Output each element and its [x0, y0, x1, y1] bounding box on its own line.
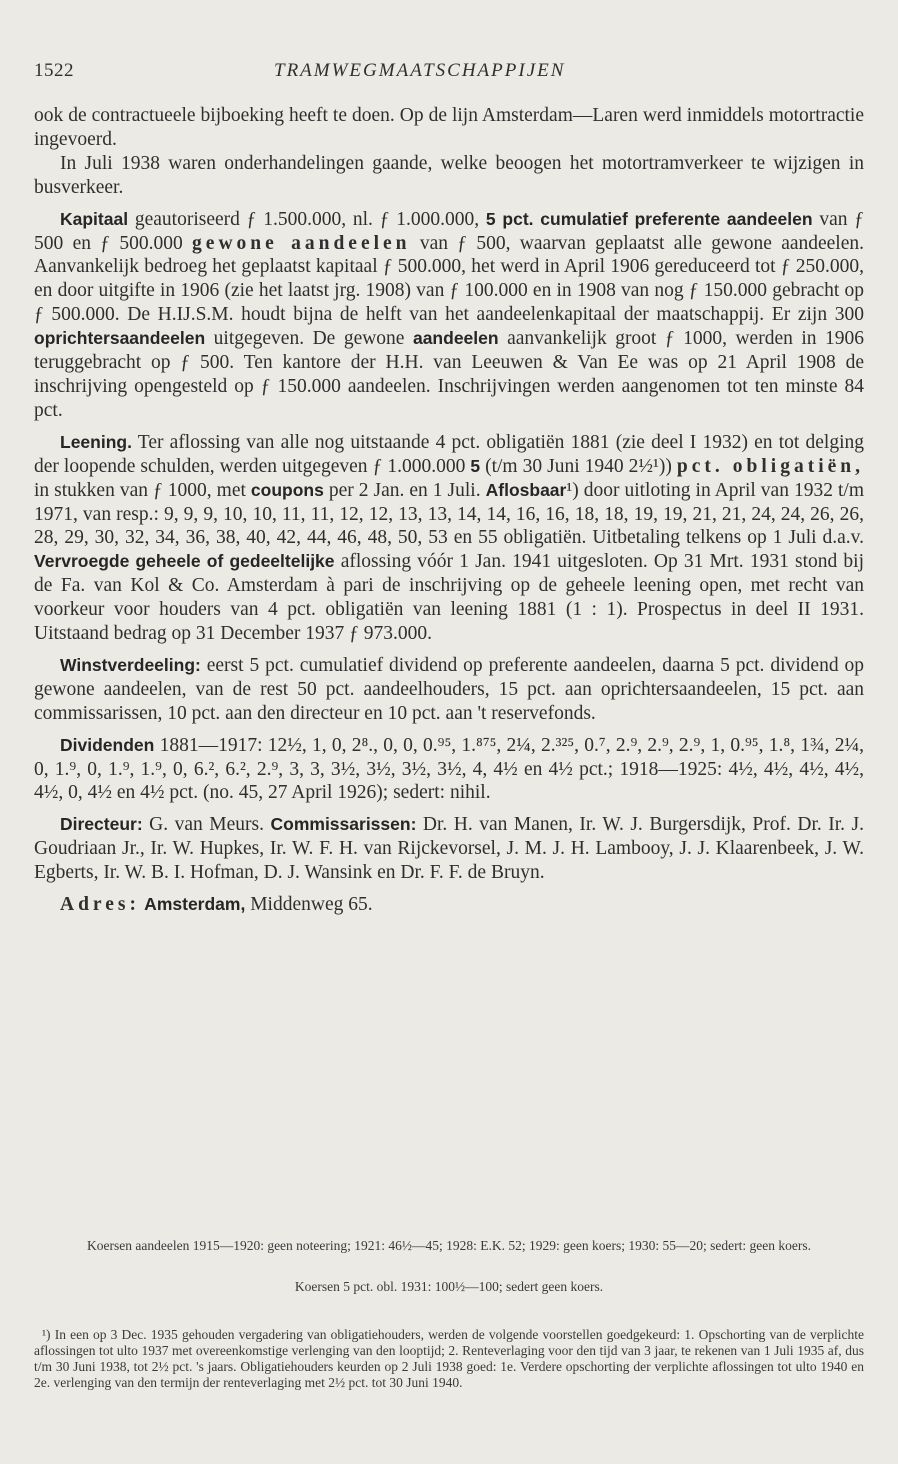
kapitaal-text: uitgegeven. De gewone [205, 328, 413, 350]
commissarissen-text: Dr. H. van Manen, Ir. W. J. Burgersdijk, Prof. Dr. Ir. J. Goudriaan Jr., Ir. W. Hupkes, Ir. W. F. H. van Rijckevorsel, J. M. J. H. Lambooy, J. J. Klaarenbeek, J. W. Egberts, Ir. W. B. I. Hofman, D. J. Wansink en Dr. F. F. de Bruyn. [34, 814, 864, 884]
footnote [34, 1327, 864, 1391]
leening-text: aflossing vóór 1 Jan. 1941 uitgesloten. Op 31 Mrt. 1931 stond bij de Fa. van Kol & Co. Amsterdam à pari de inschrijving op de geheele leening open, met recht van voorkeur voor houders van 4 pct. obligatiën van leening 1881 (1 : 1). Prospectus in deel II 1931. Uitstaand bedrag op 31 December 1937 ƒ 973.000. [34, 551, 864, 645]
leening-text: per 2 Jan. en 1 Juli. [323, 479, 486, 501]
section-winstverdeeling [34, 654, 864, 726]
directeur-text: G. van Meurs. [142, 814, 271, 836]
footnote-text: ¹) In een op 3 Dec. 1935 gehouden vergadering van obligatiehouders, werden de volgende voorstellen goedgekeurd: 1. Opschorting van de verplichte aflossingen tot ulto 1937 met overeenkomstige verlenging van den looptijd; 2. Renteverlaging voor den tijd van 3 jaar, te rekenen van 1 Juli 1935 af, dus t/m 30 Juni 1938, tot 2½ pct. 's jaars. Obligatiehouders keurden op 2 Juli 1938 goed: 1e. Verdere opschorting der verplichte aflossingen tot ulto 1940 en 2e. verlenging van den termijn der renteverlaging met 2½ pct. tot 30 Juni 1940. [34, 1327, 864, 1390]
heading-adres: Adres: [60, 894, 140, 916]
section-directeur [34, 813, 864, 885]
page-number: 1522 [34, 60, 74, 81]
kapitaal-text: geautoriseerd ƒ 1.500.000, nl. ƒ 1.000.000, [128, 208, 486, 230]
adres-city: Amsterdam, [139, 894, 246, 915]
heading-commissarissen: Commissarissen: [270, 814, 417, 835]
paragraph-intro: ook de contractueele bijboeking heeft te doen. Op de lijn Amsterdam—Laren werd inmiddels motortractie ingevoerd. [34, 105, 864, 150]
leening-bold-vervroegde: Vervroegde geheele of gedeeltelijke [34, 551, 335, 572]
adres-street: Middenweg 65. [245, 894, 373, 916]
koersen-aandeelen: Koersen aandeelen 1915—1920: geen noteering; 1921: 46½—45; 1928: E.K. 52; 1929: geen koers; 1930: 55—20; sedert: geen koers. [87, 1238, 811, 1253]
kapitaal-text: van ƒ 500 en ƒ 500.000 [34, 208, 865, 254]
section-dividenden [34, 734, 864, 806]
section-leening [34, 431, 864, 646]
heading-winstverdeeling: Winstverdeeling: [60, 654, 201, 675]
section-kapitaal [34, 208, 864, 423]
page-header [34, 60, 864, 90]
kapitaal-spaced-gewone: gewone aandeelen [192, 232, 411, 254]
leening-spaced-obligatien: pct. obligatiën, [676, 455, 864, 477]
kapitaal-text: aanvankelijk groot ƒ 1000, werden in 1906 teruggebracht op ƒ 500. Ten kantore der H.H. van Leeuwen & Van Ee was op 21 April 1908 de inschrijving opengesteld op ƒ 150.000 aandeelen. Inschrijvingen werden aangenomen tot ten minste 84 pct. [34, 328, 865, 421]
running-title: TRAMWEGMAATSCHAPPIJEN [274, 60, 566, 81]
kapitaal-bold-preferent: 5 pct. cumulatief preferente aandeelen [485, 208, 813, 229]
heading-directeur: Directeur: [60, 814, 143, 835]
leening-text: Ter aflossing van alle nog uitstaande 4 pct. obligatiën 1881 (zie deel I 1932) en tot delging der loopende schulden, werden uitgegeven ƒ 1.000.000 [34, 431, 864, 477]
leening-text: (t/m 30 Juni 1940 2½¹)) [480, 455, 677, 477]
paragraph-motortram: In Juli 1938 waren onderhandelingen gaande, welke beoogen het motortramverkeer te wijzigen in busverkeer. [34, 152, 864, 198]
heading-kapitaal: Kapitaal [60, 208, 129, 229]
dividenden-text: 1881—1917: 12½, 1, 0, 2⁸., 0, 0, 0.⁹⁵, 1.⁸⁷⁵, 2¼, 2.³²⁵, 0.⁷, 2.⁹, 2.⁹, 2.⁹, 1, 0.⁹⁵, 1.⁸, 1¾, 2¼, 0, 1.⁹, 0, 1.⁹, 1.⁹, 0, 6.², 6.², 2.⁹, 3, 3, 3½, 3½, 3½, 3½, 4, 4½ en 4½ pct.; 1918—1925: 4½, 4½, 4½, 4½, 4½, 0, 4½ en 4½ pct. (no. 45, 27 April 1926); sedert: nihil. [34, 734, 864, 804]
kapitaal-bold-aandeelen: aandeelen [412, 328, 499, 349]
leening-text: in stukken van ƒ 1000, met [34, 479, 251, 501]
kapitaal-text: van ƒ 500, waarvan geplaatst alle gewone aandeelen. Aanvankelijk bedroeg het geplaatst kapitaal ƒ 500.000, het werd in April 1906 gereduceerd tot ƒ 250.000, en door uitgifte in 1906 (zie het laatst jrg. 1908) van ƒ 100.000 en in 1908 van nog ƒ 150.000 gebracht op ƒ 500.000. De H.IJ.S.M. houdt bijna de helft van het aandeelenkapitaal der maatschappij. Er zijn 300 [34, 232, 865, 326]
main-text [34, 104, 864, 917]
heading-dividenden: Dividenden [60, 734, 155, 755]
leening-bold-coupons: coupons [250, 479, 324, 500]
heading-leening: Leening. [60, 431, 132, 452]
leening-bold-5: 5 [470, 455, 481, 476]
leening-text: ¹) door uitloting in April van 1932 t/m 1971, van resp.: 9, 9, 9, 10, 10, 11, 11, 12, 12, 13, 13, 14, 14, 16, 16, 18, 18, 19, 19, 21, 21, 24, 24, 26, 26, 28, 29, 30, 32, 34, 36, 38, 40, 42, 44, 46, 48, 50, 53 en 55 obligatiën. Uitbetaling telkens op 1 Juli d.a.v. [34, 479, 864, 549]
koersen-obligaties: Koersen 5 pct. obl. 1931: 100½—100; sedert geen koers. [294, 1279, 604, 1294]
winstverdeeling-text: eerst 5 pct. cumulatief dividend op preferente aandeelen, daarna 5 pct. dividend op gewone aandeelen, van de rest 50 pct. aandeelhouders, 15 pct. aan oprichtersaandeelen, 15 pct. aan commissarissen, 10 pct. aan den directeur en 10 pct. aan 't reservefonds. [34, 654, 864, 724]
section-adres [34, 893, 864, 917]
kapitaal-bold-oprichters: oprichtersaandeelen [34, 328, 206, 349]
leening-bold-aflosbaar: Aflosbaar [485, 479, 567, 500]
